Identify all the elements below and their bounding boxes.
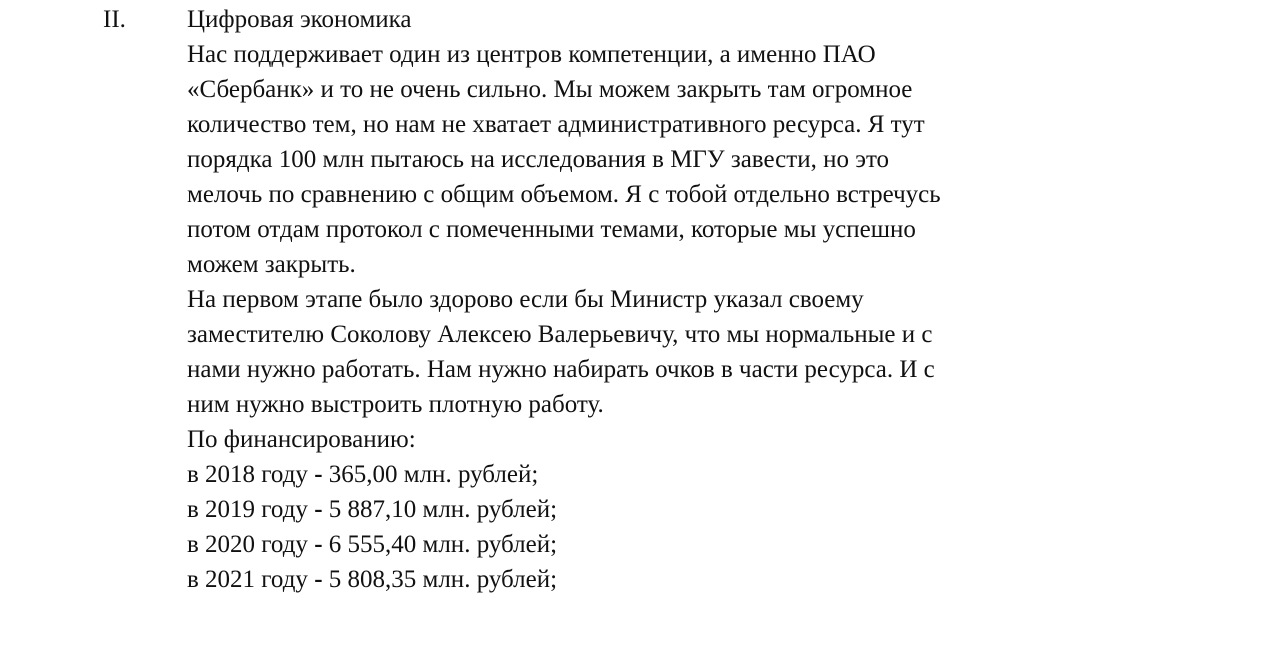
financing-amount: 365,00 млн. рублей; (328, 461, 539, 488)
financing-list (187, 457, 1267, 597)
financing-year: в 2020 году (187, 531, 308, 558)
financing-item-2021 (187, 562, 1267, 597)
paragraph-line: нами нужно работать. Нам нужно набирать очков в части ресурса. И с (187, 356, 935, 383)
financing-amount: 5 887,10 млн. рублей; (328, 496, 558, 523)
financing-dash: - (314, 461, 323, 488)
paragraph-line: можем закрыть. (187, 251, 356, 278)
paragraph-line: порядка 100 млн пытаюсь на исследования в МГУ завести, но это (187, 146, 890, 173)
financing-dash: - (314, 566, 323, 593)
section-number: II. (103, 6, 126, 33)
paragraph-line: заместителю Соколову Алексею Валерьевичу, что мы нормальные и с (187, 321, 933, 348)
financing-item-2020 (187, 527, 1267, 562)
paragraph-line: На первом этапе было здорово если бы Министр указал своему (187, 286, 864, 313)
financing-year: в 2019 году (187, 496, 308, 523)
section-heading: Цифровая экономика (187, 6, 412, 33)
financing-amount: 5 808,35 млн. рублей; (328, 566, 558, 593)
section-body (187, 2, 1267, 597)
paragraph-line: количество тем, но нам не хватает административного ресурса. Я тут (187, 111, 925, 138)
paragraph-line: «Сбербанк» и то не очень сильно. Мы можем закрыть там огромное (187, 76, 913, 103)
financing-item-2018 (187, 457, 1267, 492)
financing-year: в 2021 году (187, 566, 308, 593)
paragraph-line: Нас поддерживает один из центров компетенции, а именно ПАО (187, 41, 876, 68)
paragraph-line: ним нужно выстроить плотную работу. (187, 391, 604, 418)
financing-dash: - (314, 531, 323, 558)
financing-item-2019 (187, 492, 1267, 527)
financing-amount: 6 555,40 млн. рублей; (328, 531, 558, 558)
paragraph-support (187, 37, 1267, 282)
paragraph-line: мелочь по сравнению с общим объемом. Я с тобой отдельно встречусь (187, 181, 941, 208)
paragraph-line: потом отдам протокол с помеченными темами, которые мы успешно (187, 216, 916, 243)
paragraph-minister (187, 282, 1267, 422)
financing-year: в 2018 году (187, 461, 308, 488)
financing-heading: По финансированию: (187, 426, 416, 453)
financing-dash: - (314, 496, 323, 523)
